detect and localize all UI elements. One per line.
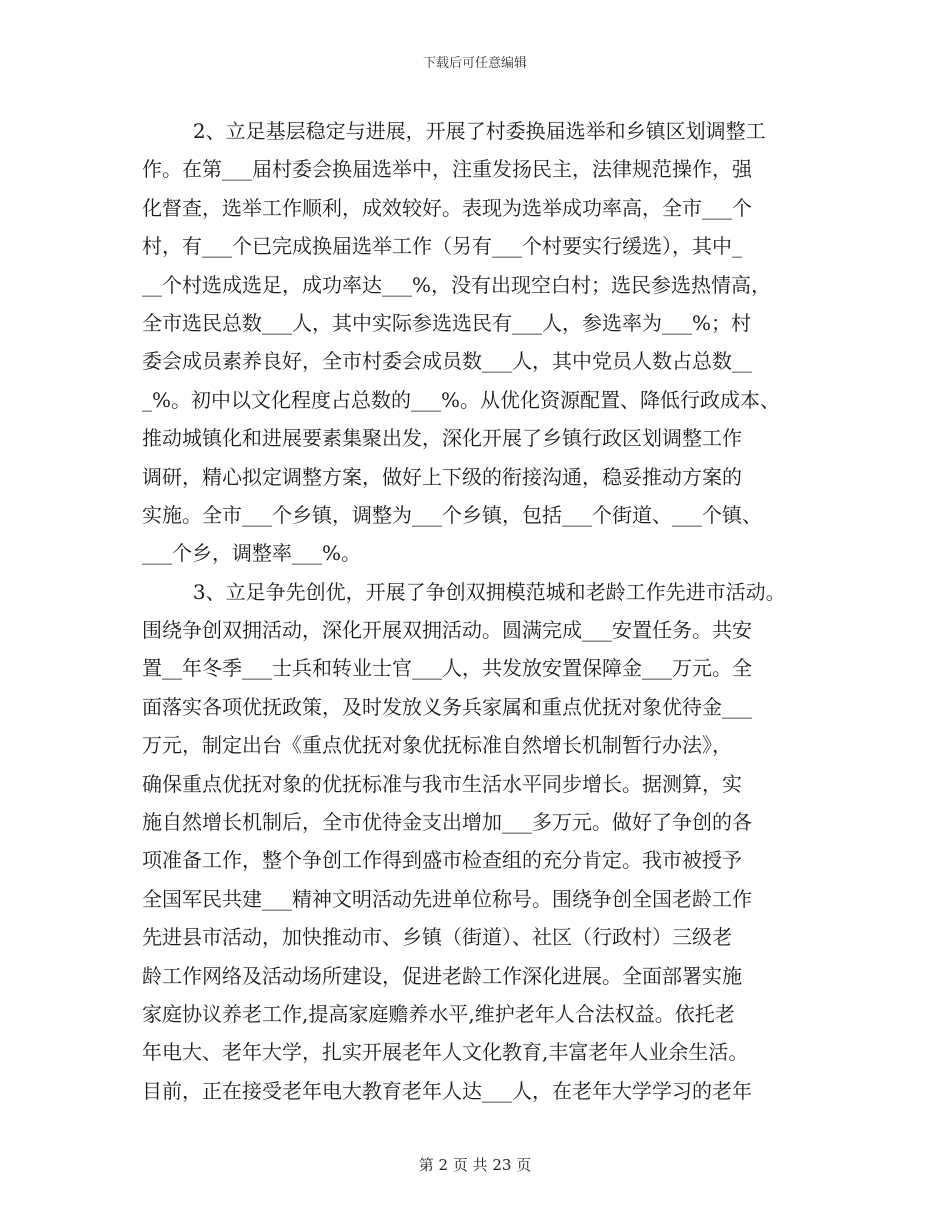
text-line: 置__年冬季___士兵和转业士官___人，共发放安置保障金___万元。全 <box>142 656 752 681</box>
text-line: 调研，精心拟定调整方案，做好上下级的衔接沟通，稳妥推动方案的 <box>142 464 742 489</box>
text-line: 实施。全市___个乡镇，调整为___个乡镇，包括___个街道、___个镇、 <box>142 502 762 527</box>
text-line: 全市选民总数___人，其中实际参选选民有___人，参选率为___%；村 <box>142 310 752 335</box>
text-line: 龄工作网络及活动场所建设，促进老龄工作深化进展。全面部署实施 <box>142 963 742 988</box>
text-line: 确保重点优抚对象的优抚标准与我市生活水平同步增长。据测算，实 <box>142 771 742 796</box>
text-line: 家庭协议养老工作,提高家庭赡养水平,维护老年人合法权益。依托老 <box>142 1001 735 1026</box>
text-line: __个村选成选足，成功率达___%，没有出现空白村；选民参选热情高， <box>142 272 772 297</box>
text-line: 2、立足基层稳定与进展，开展了村委换届选举和乡镇区划调整工 <box>142 119 766 143</box>
document-body <box>142 112 808 1110</box>
text-line: 施自然增长机制后，全市优待金支出增加___多万元。做好了争创的各 <box>142 810 752 835</box>
text-line: 万元，制定出台《重点优抚对象优抚标准自然增长机制暂行办法》， <box>142 733 732 758</box>
text-line: 3、立足争先创优，开展了争创双拥模范城和老龄工作先进市活动。 <box>142 579 786 604</box>
page-number-footer: 第 2 页 共 23 页 <box>418 1156 532 1174</box>
text-line: 作。在第___届村委会换届选举中，注重发扬民主，法律规范操作，强 <box>142 157 752 182</box>
text-line: 年电大、老年大学，扎实开展老年人文化教育,丰富老年人业余生活。 <box>142 1040 749 1065</box>
text-line: _%。初中以文化程度占总数的___%。从优化资源配置、降低行政成本、 <box>142 387 781 412</box>
page-header: 下载后可任意编辑 <box>422 56 527 71</box>
text-line: ___个乡，调整率___%。 <box>142 541 362 566</box>
text-line: 先进县市活动，加快推动市、乡镇（街道）、社区（行政村）三级老 <box>142 925 732 950</box>
text-line: 围绕争创双拥活动，深化开展双拥活动。圆满完成___安置任务。共安 <box>142 618 752 643</box>
text-line: 面落实各项优抚政策，及时发放义务兵家属和重点优抚对象优待金___ <box>142 694 752 719</box>
text-line: 村，有___个已完成换届选举工作（另有___个村要实行缓选），其中_ <box>142 234 742 259</box>
text-line: 全国军民共建___精神文明活动先进单位称号。围绕争创全国老龄工作 <box>142 886 752 911</box>
text-line: 推动城镇化和进展要素集聚出发，深化开展了乡镇行政区划调整工作 <box>142 426 742 451</box>
text-line: 目前，正在接受老年电大教育老年人达___人，在老年大学学习的老年 <box>142 1078 752 1103</box>
text-line: 委会成员素养良好，全市村委会成员数___人，其中党员人数占总数__ <box>142 349 752 374</box>
text-line: 化督查，选举工作顺利，成效较好。表现为选举成功率高，全市___个 <box>142 195 752 220</box>
text-line: 项准备工作，整个争创工作得到盛市检查组的充分肯定。我市被授予 <box>142 848 742 873</box>
